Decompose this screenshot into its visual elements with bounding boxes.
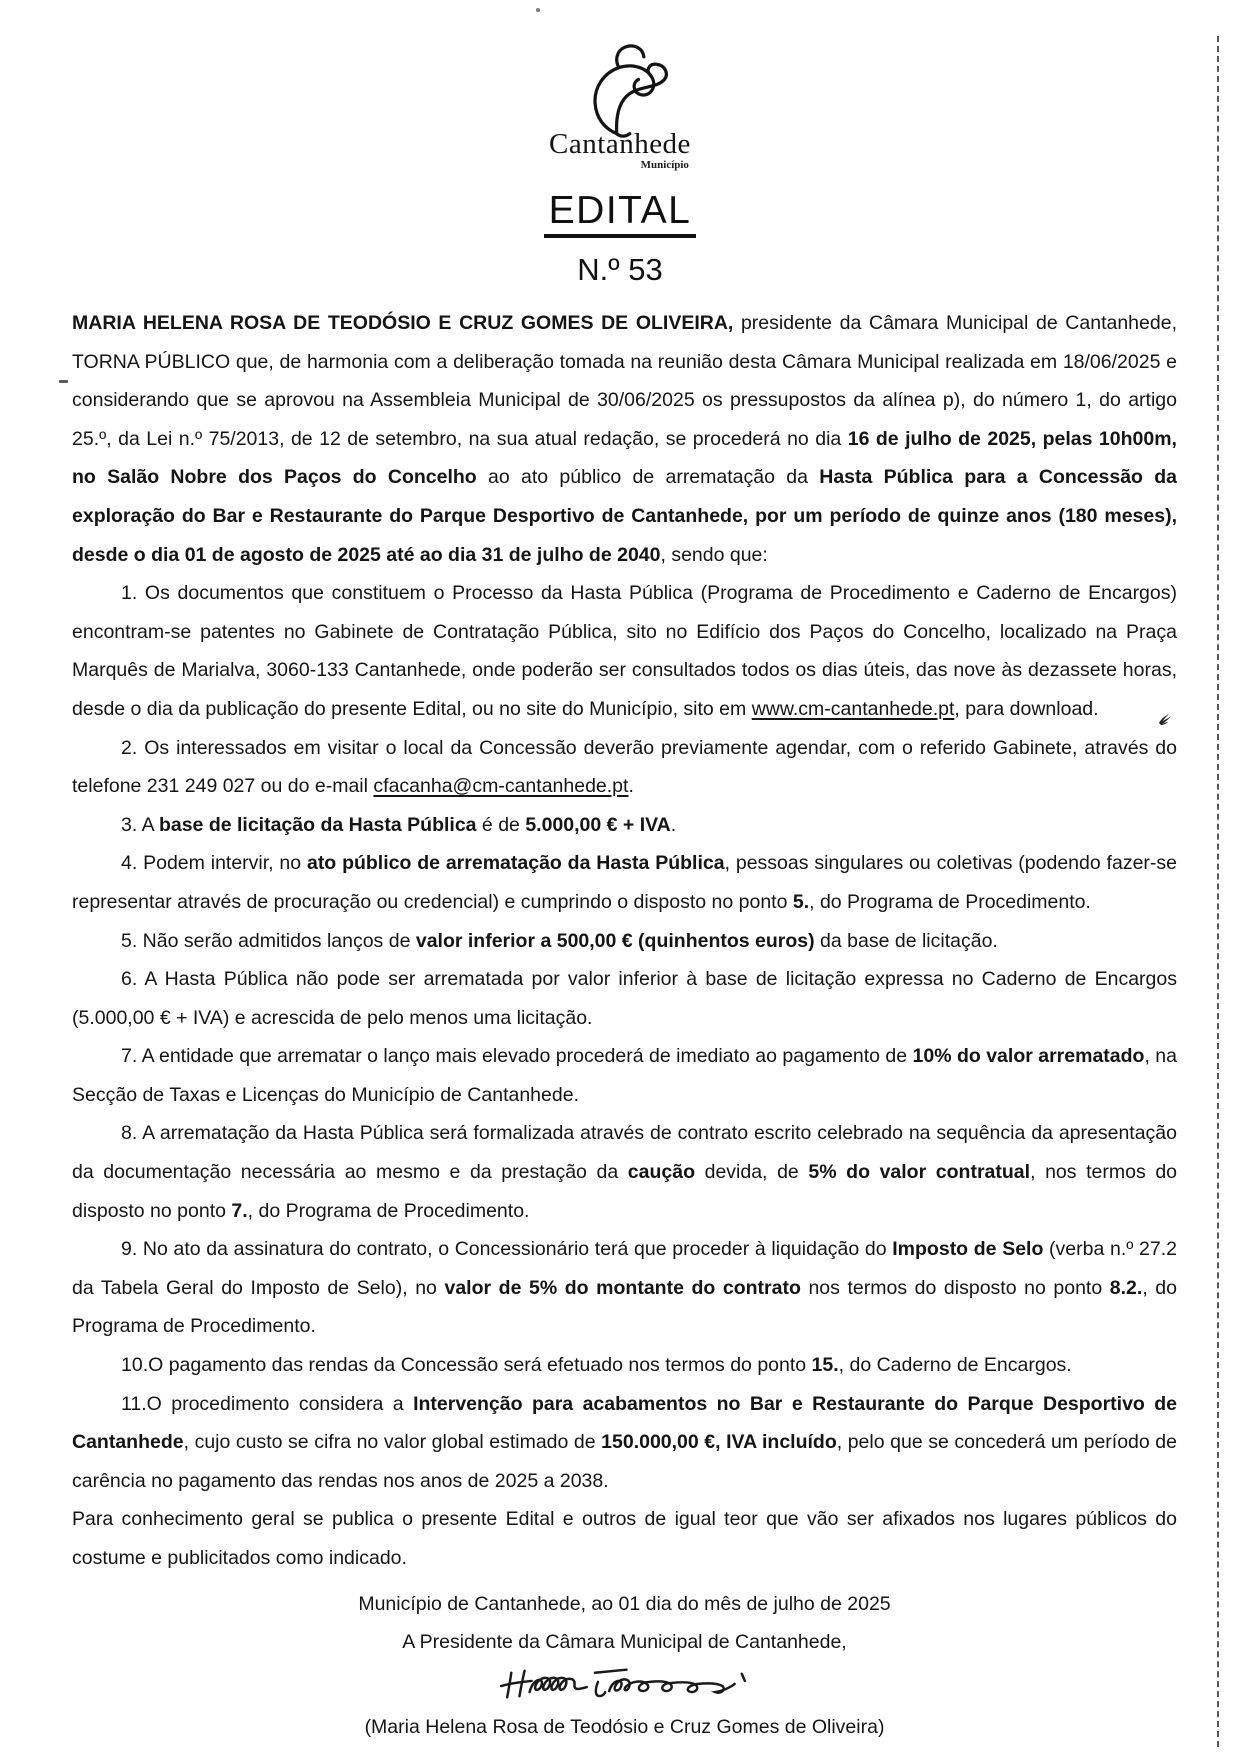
paragraph: 4. Podem intervir, no ato público de arrematação da Hasta Pública, pessoas singulares ou coletivas (podendo fazer-se representar através de procuração ou credencial) e cumprindo o disposto no ponto 5., do Programa de Procedimento. [72,852,1177,913]
signer-name-line: (Maria Helena Rosa de Teodósio e Cruz Gomes de Oliveira) [364,1715,885,1738]
document-title: EDITAL [544,189,697,238]
paragraph: 2. Os interessados em visitar o local da Concessão deverão previamente agendar, com o referido Gabinete, através do telefone 231 249 027 ou do e-mail cfacanha@cm-cantanhede.pt. [72,736,1177,798]
paragraph: 10.O pagamento das rendas da Concessão será efetuado nos termos do ponto 15., do Caderno de Encargos. [121,1354,1072,1377]
paragraph: 3. A base de licitação da Hasta Pública é de 5.000,00 € + IVA. [121,813,677,836]
paragraph: 7. A entidade que arrematar o lanço mais elevado procederá de imediato ao pagamento de 10% do valor arrematado, na Secção de Taxas e Licenças do Município de Cantanhede. [72,1045,1177,1106]
squirrel-flourish-icon [560,34,680,138]
paragraph: 5. Não serão admitidos lanços de valor inferior a 500,00 € (quinhentos euros) da base de licitação. [121,929,998,952]
signature [72,1662,1177,1708]
logo-subtitle-text: Município [640,159,689,171]
paragraph: 8. A arrematação da Hasta Pública será formalizada através de contrato escrito celebrado na sequência da apresentação da documentação necessária ao mesmo e da prestação da caução devida, de 5% do valor contratual, nos termos do disposto no ponto 7., do Programa de Procedimento. [72,1122,1178,1222]
municipality-logo [549,34,691,171]
paragraph: MARIA HELENA ROSA DE TEODÓSIO E CRUZ GOMES DE OLIVEIRA, presidente da Câmara Municipal de Cantanhede, TORNA PÚBLICO que, de harmonia com a deliberação tomada na reunião desta Câmara Municipal realizada em 18/06/2025 e considerando que se aprovou na Assembleia Municipal de 30/06/2025 os pressupostos da alínea p), do número 1, do artigo 25.º, da Lei n.º 75/2013, de 12 de setembro, na sua atual redação, se procederá no dia 16 de julho de 2025, pelas 10h00m, no Salão Nobre dos Paços do Concelho ao ato público de arrematação da Hasta Pública para a Concessão da exploração do Bar e Restaurante do Parque Desportivo de Cantanhede, por um período de quinze anos (180 meses), desde o dia 01 de agosto de 2025 até ao dia 31 de julho de 2040, sendo que: [72,312,1177,566]
paragraph: 9. No ato da assinatura do contrato, o Concessionário terá que proceder à liquidação do Imposto de Selo (verba n.º 27.2 da Tabela Geral do Imposto de Selo), no valor de 5% do montante do contrato nos termos do disposto no ponto 8.2., do Programa de Procedimento. [72,1238,1177,1338]
signer-role-line: A Presidente da Câmara Municipal de Cantanhede, [402,1631,847,1654]
scan-dot-artifact [536,8,540,12]
paragraph: 1. Os documentos que constituem o Processo da Hasta Pública (Programa de Procedimento e Caderno de Encargos) encontram-se patentes no Gabinete de Contratação Pública, sito no Edifício dos Paços do Concelho, localizado na Praça Marquês de Marialva, 3060-133 Cantanhede, onde poderão ser consultados todos os dias úteis, das nove às dezassete horas, desde o dia da publicação do presente Edital, ou no site do Município, sito em www.cm-cantanhede.pt, para download. [72,582,1177,720]
place-date-line: Município de Cantanhede, ao 01 dia do mês de julho de 2025 [358,1592,891,1615]
document-body [72,304,1177,1578]
ink-blot-artifact [1156,710,1174,728]
closing-block [72,1585,1177,1747]
handwritten-signature-icon [497,1664,752,1706]
document-number: N.º 53 [577,252,663,287]
paragraph: 11.O procedimento considera a Intervenção para acabamentos no Bar e Restaurante do Parque Desportivo de Cantanhede, cujo custo se cifra no valor global estimado de 150.000,00 €, IVA incluído, pelo que se concederá um período de carência no pagamento das rendas nos anos de 2025 a 2038. [72,1392,1178,1492]
document-header [0,0,1240,288]
scan-dash-artifact [59,380,68,383]
scan-edge-dashed-line [1217,36,1219,1747]
paragraph: Para conhecimento geral se publica o presente Edital e outros de igual teor que vão ser afixados nos lugares públicos do costume e publicitados como indicado. [72,1508,1177,1569]
paragraph: 6. A Hasta Pública não pode ser arrematada por valor inferior à base de licitação expressa no Caderno de Encargos (5.000,00 € + IVA) e acrescida de pelo menos uma licitação. [72,968,1177,1029]
logo-brand-text: Cantanhede [549,128,691,160]
